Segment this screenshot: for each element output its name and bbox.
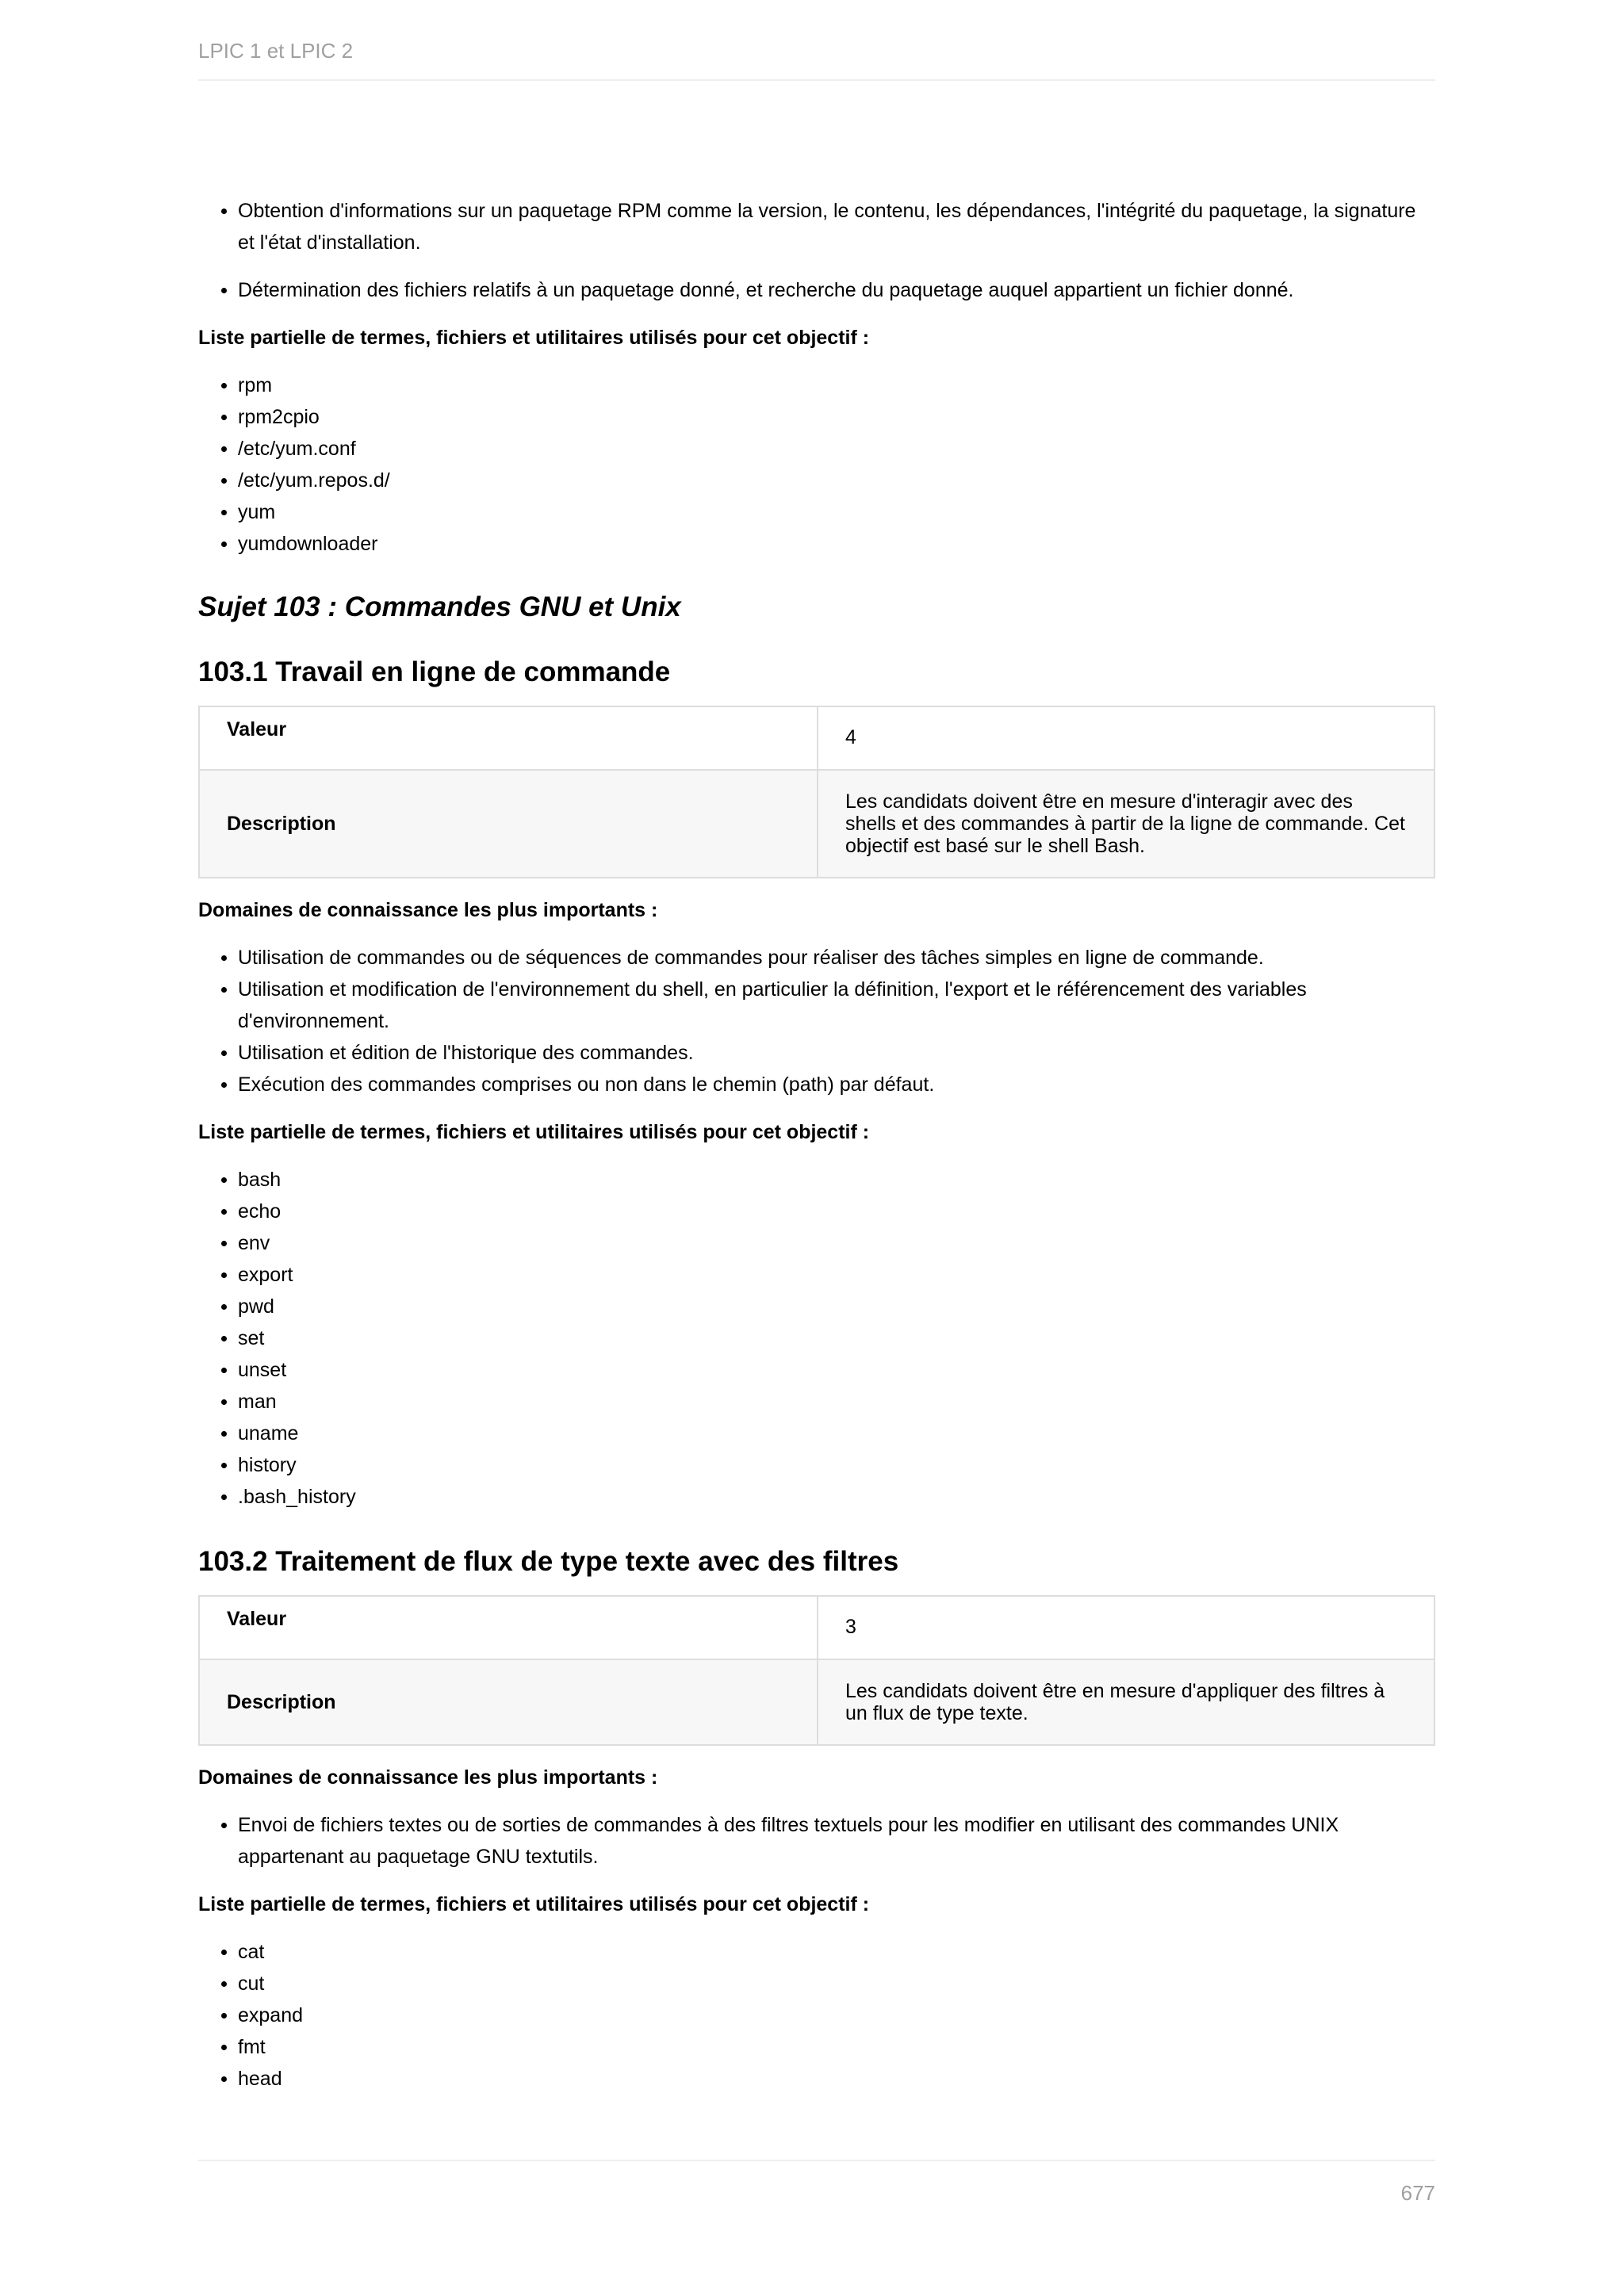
page-header (198, 35, 1435, 81)
list-item: • Utilisation et modification de l'environnement du shell, en particulier la définition, l'export et le référencement des variables d'environnement. (238, 974, 1435, 1037)
terms-list (198, 1936, 1435, 2095)
intro-terms-list (198, 369, 1435, 560)
list-item: • fmt (238, 2031, 1435, 2063)
list-item: • cat (238, 1936, 1435, 1968)
list-item: • head (238, 2063, 1435, 2095)
list-item: • rpm2cpio (238, 401, 1435, 433)
list-item: • Détermination des fichiers relatifs à un paquetage donné, et recherche du paquetage auquel appartient un fichier donné. (238, 274, 1435, 306)
page-footer (198, 2160, 1435, 2209)
section-heading-103-2: 103.2 Traitement de flux de type texte avec des filtres (198, 1546, 899, 1577)
document-body (198, 195, 1435, 2095)
list-item: • yumdownloader (238, 528, 1435, 560)
list-item: • Exécution des commandes comprises ou non dans le chemin (path) par défaut. (238, 1069, 1435, 1100)
description-cell: Les candidats doivent être en mesure d'interagir avec des shells et des commandes à partir de la ligne de commande. Cet objectif est basé sur le shell Bash. (818, 770, 1434, 878)
description-label: Description (199, 1659, 818, 1745)
list-item: • history (238, 1449, 1435, 1481)
value-label: Valeur (199, 706, 818, 770)
list-item: • env (238, 1227, 1435, 1259)
list-item: • /etc/yum.repos.d/ (238, 465, 1435, 496)
list-item: • Utilisation de commandes ou de séquences de commandes pour réaliser des tâches simples en ligne de commande. (238, 942, 1435, 974)
intro-terms-label: Liste partielle de termes, fichiers et utilitaires utilisés pour cet objectif : (198, 327, 870, 349)
list-item: • unset (238, 1354, 1435, 1386)
list-item: • pwd (238, 1291, 1435, 1322)
list-item: • rpm (238, 369, 1435, 401)
list-item: • /etc/yum.conf (238, 433, 1435, 465)
list-item: • set (238, 1322, 1435, 1354)
objective-table-103-2 (198, 1595, 1435, 1746)
description-label: Description (199, 770, 818, 878)
list-item: • uname (238, 1418, 1435, 1449)
list-item: • yum (238, 496, 1435, 528)
running-title: LPIC 1 et LPIC 2 (198, 39, 354, 63)
terms-list (198, 1164, 1435, 1513)
terms-label: Liste partielle de termes, fichiers et utilitaires utilisés pour cet objectif : (198, 1893, 870, 1915)
value-cell: 4 (818, 706, 1434, 770)
domains-label: Domaines de connaissance les plus importants : (198, 899, 658, 921)
list-item: • Obtention d'informations sur un paquetage RPM comme la version, le contenu, les dépendances, l'intégrité du paquetage, la signature et l'état d'installation. (238, 195, 1435, 258)
list-item: • echo (238, 1196, 1435, 1227)
domains-list (198, 942, 1435, 1100)
intro-bullet-list (198, 195, 1435, 306)
description-cell: Les candidats doivent être en mesure d'appliquer des filtres à un flux de type texte. (818, 1659, 1434, 1745)
table-row (199, 706, 1434, 770)
list-item: • cut (238, 1968, 1435, 1999)
terms-label: Liste partielle de termes, fichiers et utilitaires utilisés pour cet objectif : (198, 1121, 870, 1143)
list-item: • Envoi de fichiers textes ou de sorties de commandes à des filtres textuels pour les modifier en utilisant des commandes UNIX appartenant au paquetage GNU textutils. (238, 1809, 1435, 1873)
list-item: • bash (238, 1164, 1435, 1196)
page-number: 677 (1400, 2181, 1435, 2205)
list-item: • man (238, 1386, 1435, 1418)
table-row (199, 770, 1434, 878)
subject-heading: Sujet 103 : Commandes GNU et Unix (198, 591, 681, 622)
value-cell: 3 (818, 1596, 1434, 1659)
list-item: • .bash_history (238, 1481, 1435, 1513)
value-label: Valeur (199, 1596, 818, 1659)
section-heading-103-1: 103.1 Travail en ligne de commande (198, 656, 671, 687)
table-row (199, 1596, 1434, 1659)
domains-list (198, 1809, 1435, 1873)
list-item: • Utilisation et édition de l'historique des commandes. (238, 1037, 1435, 1069)
list-item: • expand (238, 1999, 1435, 2031)
domains-label: Domaines de connaissance les plus importants : (198, 1766, 658, 1789)
list-item: • export (238, 1259, 1435, 1291)
table-row (199, 1659, 1434, 1745)
objective-table-103-1 (198, 706, 1435, 878)
